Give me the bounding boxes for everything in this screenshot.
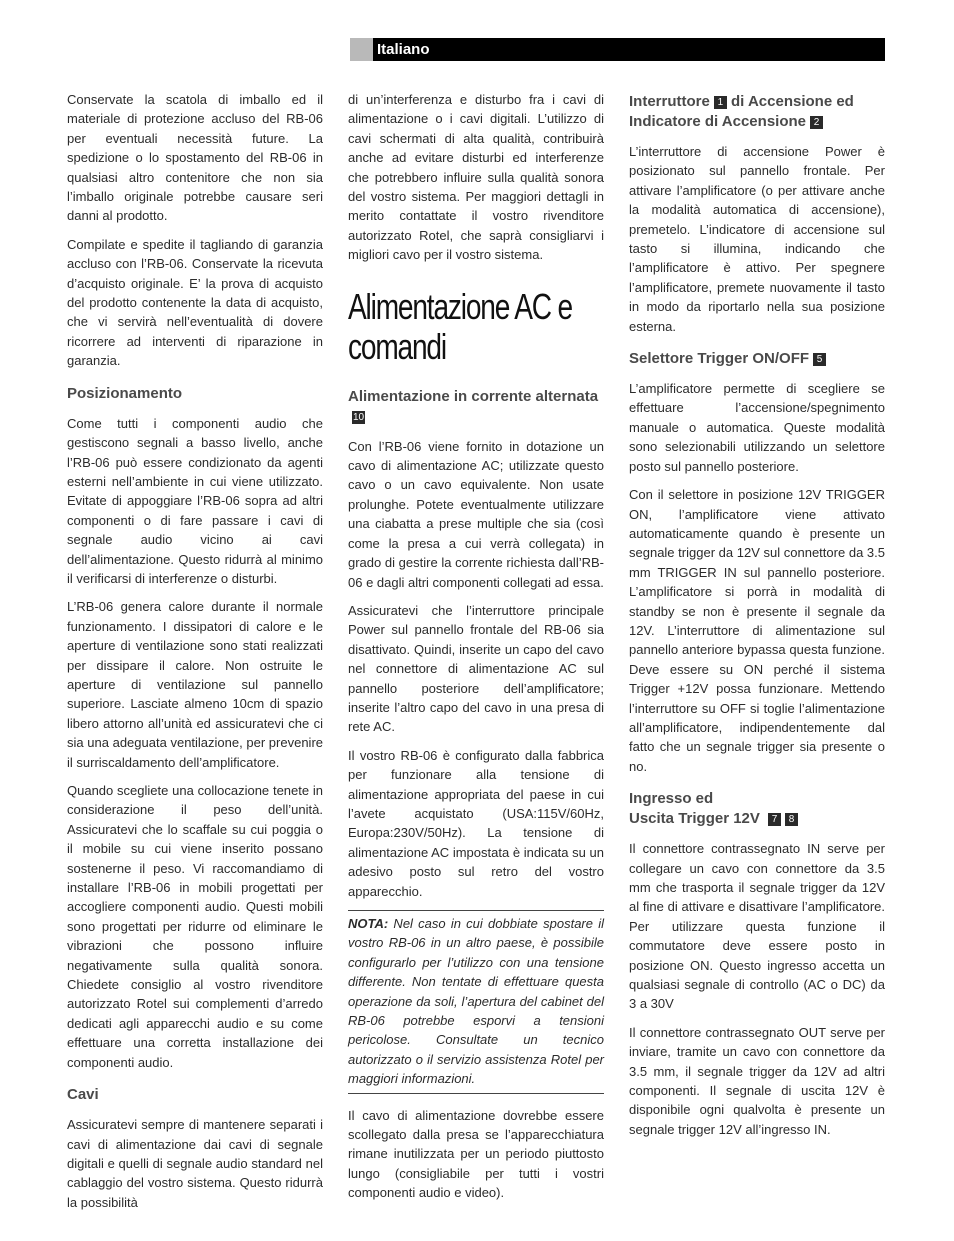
language-label: Italiano [377,41,430,58]
banner-tab [350,38,373,61]
paragraph-trigger-2: Con il selettore in posizione 12V TRIGGER ON, l’amplificatore viene attivato automaticamente quando è presente un segnale trigger da 12V sul connettore da 3.5 mm TRIGGER IN sul pannello posteriore. L’amplificatore si porrà in modalità di standby se non è presente il segnale da 12V. L’interruttore di alimentazione sul pannello anteriore bypassa questa funzione. Deve essere su ON perché il sistema Trigger +12V possa funzionare. Mettendo l’interruttore su OFF si toglie l’alimentazione all’amplificatore, indipendentemente dal fatto che un segnale trigger sia presente o no. [629,487,885,774]
paragraph-warranty: Compilate e spedite il tagliando di garanzia accluso con l’RB-06. Conservate la ricevuta d’acquisto originale. E’ la prova di acquisto del prodotto contenente la data di acquisto, che vi servirà nell’eventualità di dovere ricorrere ad interventi di riparazione in garanzia. [67,236,323,369]
paragraph-cables: Assicuratevi sempre di mantenere separati i cavi di alimentazione dai cavi di segnale digitali e quelli di segnale audio standard nel cablaggio del vostro sistema. Questo ridurrà la possibilità [67,1117,323,1210]
heading-trigger-selector: Selettore Trigger ON/OFF 5 [629,349,885,369]
paragraph-ac-1: Con l’RB-06 viene fornito in dotazione un cavo di alimentazione AC; utilizzate questo cavo o un cavo equivalente. Non usate prolunghe. Potete eventualmente utilizzare una ciabatta a prese multiple che sia (così come la presa a cui verrà collegata) in grado di gestire la corrente richiesta dall’RB-06 e dagli altri componenti collegati ad essa. [348,438,604,590]
paragraph-power: L’interruttore di accensione Power è posizionato sul pannello frontale. Per attivare l’amplificatore (o per attivare anche la modalità automatica di accensione), premetelo. L’indicatore di accensione sul tasto si illumina, indicando che l’amplificatore è attivo. Per spegnere l’amplificatore, premete nuovamente il tasto in modo da riportarlo nella sua posizione esterna. [629,144,885,334]
language-banner [350,38,885,61]
paragraph-ac-4: Il cavo di alimentazione dovrebbe essere scollegato dalla presa se l’apparecchiatura rimane inutilizzata per un periodo piuttosto lungo (consigliabile per tutti i vostri componenti audio e video). [348,1107,604,1201]
heading-power-switch: Interruttore 1 di Accensione ed Indicatore di Accensione 2 [629,93,854,130]
column-right [629,90,885,1148]
note-label: NOTA: [348,916,389,931]
paragraph-ac-2: Assicuratevi che l’interruttore principale Power sul pannello frontale del RB-06 sia disattivato. Quindi, inserite un capo del cavo nel connettore di alimentazione AC sul pannello posteriore dell’amplificatore; inserite l’altro capo del cavo in una presa di rete AC. [348,602,604,735]
paragraph-placement-2: L’RB-06 genera calore durante il normale funzionamento. I dissipatori di calore e le aperture di ventilazione sono stati realizzati per dissipare il calore. Non ostruite le aperture di ventilazione sul pannello superiore. Lasciate almeno 10cm di spazio libero attorno all’unità ed assicuratevi che ci sia una adeguata ventilazione, per prevenire il surriscaldamento dell’amplificatore. [67,599,323,770]
column-middle [348,90,604,1212]
heading-alimentazione: Alimentazione in corrente alternata10 [348,387,599,423]
note-box [348,910,604,1094]
section-title: Alimentazione AC e comandi [348,285,573,367]
paragraph-packaging: Conservate la scatola di imballo ed il materiale di protezione accluso del RB-06 per eventuali necessità future. La spedizione o lo spostamento del RB-06 in qualsiasi altro contenitore che non sia l’imballo originale potrebbe causare seri danni al prodotto. [67,92,323,224]
paragraph-placement-3: Quando scegliete una collocazione tenete in considerazione il peso dell’unità. Assicuratevi che lo scaffale su cui poggia o il mobile su cui viene inserito possano sostenerne il peso. Vi raccomandiamo di installare l’RB-06 in mobili progettati per accogliere componenti audio. Questi mobili sono progettati per ridurre od eliminare le vibrazioni che possono influire negativamente sulla qualità sonora. Chiedete consiglio al vostro rivenditore autorizzato Rotel sui complementi d’arredo dedicati agli apparecchi audio e su come effettuare una corretta installazione dei componenti audio. [67,783,323,1070]
paragraph-placement-1: Come tutti i componenti audio che gestiscono segnali a basso livello, anche l’RB-06 può essere condizionato da agenti esterni nell’ambiente in cui viene utilizzato. Evitate di appoggiare l’RB-06 sopra ad altri componenti o di fare passare i cavi di segnale audio vicino ai cavi dell’alimentazione. Questo ridurrà al minimo il verificarsi di interferenze o disturbi. [67,415,323,586]
column-left [67,90,323,1221]
heading-cavi: Cavi [67,1086,99,1104]
paragraph-cables-cont: di un’interferenza e disturbo fra i cavi di alimentazione o i cavi digitali. L’utilizzo di cavi schermati di alta qualità, contribuirà anche ad evitare disturbi ed interferenze che potrebbero influire sulla qualità sonora del vostro sistema. Per maggiori dettagli in merito contattate il vostro rivenditore autorizzato Rotel, che saprà consigliarvi i migliori cavo per il vostro sistema. [348,92,604,263]
heading-trigger-io: Ingresso ed Uscita Trigger 12V 7 8 [629,789,885,829]
ref-number: 1 [714,96,727,109]
paragraph-trigger-in: Il connettore contrassegnato IN serve per collegare un cavo con connettore da 3.5 mm che trasporta il segnale trigger da 12V al fine di attivare e disattivare l’amplificatore. Per utilizzare questa funzione il commutatore deve essere posto in posizione ON. Questo ingresso accetta un qualsiasi segnale di controllo (AC o DC) da 3 a 30V [629,841,885,1012]
ref-number: 10 [353,411,365,423]
paragraph-trigger-out: Il connettore contrassegnato OUT serve per inviare, tramite un cavo con connettore da 3.5 mm, il segnale trigger da 12V ad altri componenti. Il segnale di uscita 12V è disponibile ogni qualvolta è presente un segnale trigger 12V all’ingresso IN. [629,1024,885,1137]
ref-number: 5 [813,353,826,366]
ref-number: 2 [810,116,823,129]
ref-number: 8 [785,813,798,826]
note-text: Nel caso in cui dobbiate spostare il vostro RB-06 in un altro paese, è possibile configurarlo per l’utilizzo con una tensione differente. Non tentate di effettuare questa operazione da soli, l’apertura del cabinet del RB-06 potrebbe esporvi a tensioni pericolose. Consultate un tecnico autorizzato o il servizio assistenza Rotel per maggiori informazioni. [348,916,604,1087]
heading-posizionamento: Posizionamento [67,384,183,402]
paragraph-trigger-1: L’amplificatore permette di scegliere se effettuare l’accensione/spegnimento manuale o automatica. Queste modalità sono selezionabili utilizzando un selettore posto sul pannello posteriore. [629,381,885,474]
paragraph-ac-3: Il vostro RB-06 è configurato dalla fabbrica per funzionare alla tensione di alimentazione appropriata del paese in cui l’avete acquistato (USA:115V/60Hz, Europa:230V/50Hz). La tensione di alimentazione AC impostata è indicata su un adesivo posto sul retro del vostro apparecchio. [348,747,604,899]
ref-number: 7 [768,813,781,826]
